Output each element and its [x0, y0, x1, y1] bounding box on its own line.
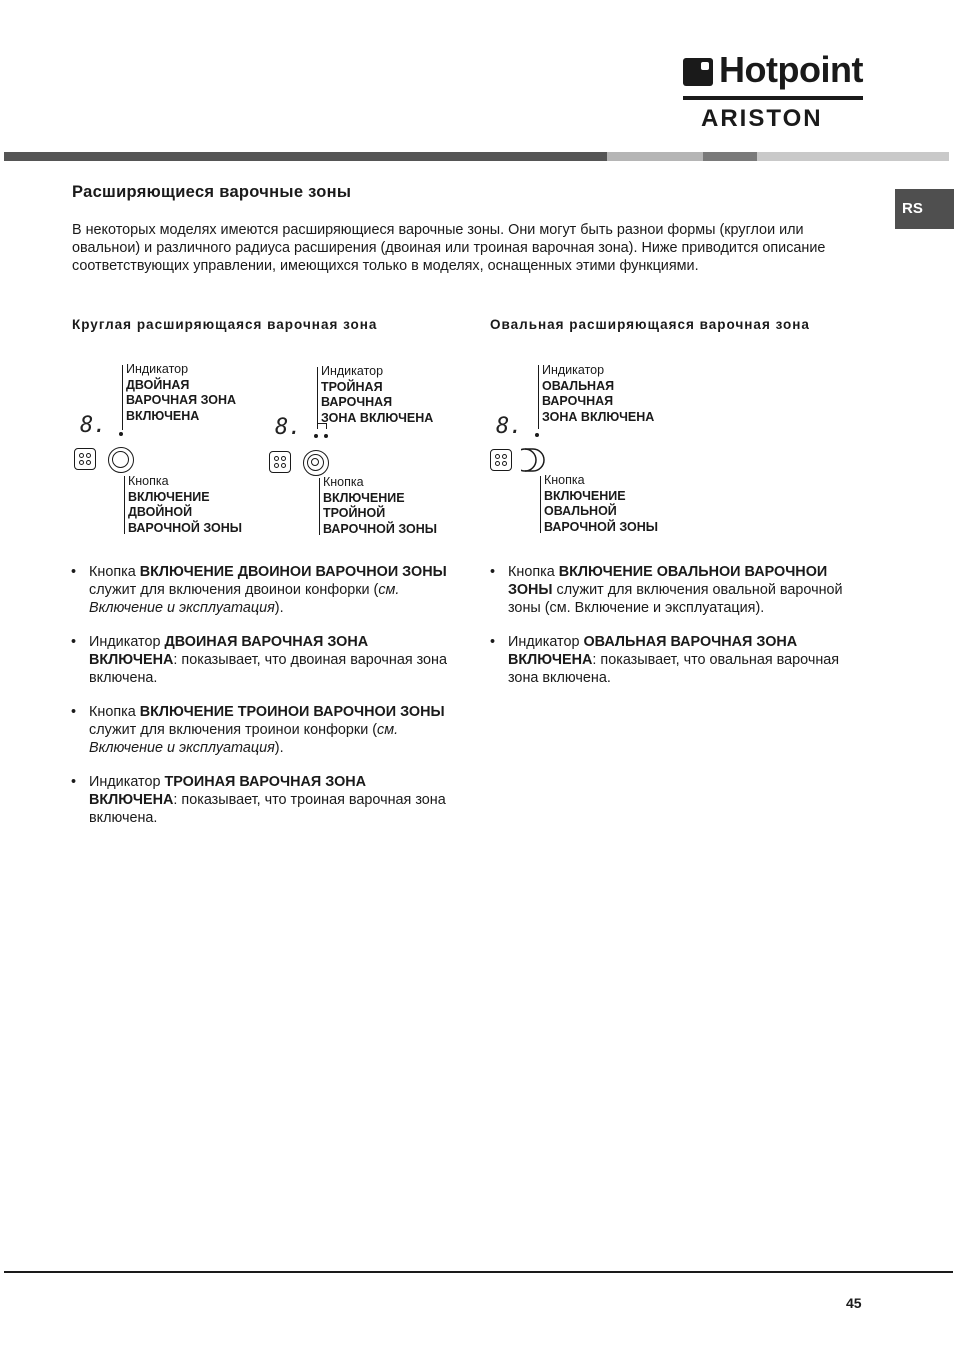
- double-zone-button-icon: [108, 447, 134, 473]
- page-title: Расширяющиеся варочные зоны: [72, 183, 352, 201]
- digit-display: 8.: [80, 413, 107, 438]
- indicator-leader-line: [122, 365, 123, 430]
- section-heading-round: Круглая расширяющаяся варочная зона: [72, 317, 378, 332]
- language-tab: RS: [895, 189, 954, 229]
- indicator-label: Индикатор ДВОЙНАЯ ВАРОЧНАЯ ЗОНА ВКЛЮЧЕНА: [126, 362, 237, 423]
- list-item: • Кнопка ВКЛЮЧЕНИЕ ТРОИНОИ ВАРОЧНОИ ЗОНЫ служит для включения троинои конфорки (см. Включение и эксплуатация).: [71, 703, 451, 757]
- brand-logo: [683, 49, 863, 132]
- indicator-led: [535, 433, 539, 437]
- logo-rule: [683, 96, 863, 100]
- header-bar: [4, 152, 949, 161]
- button-leader-line: [540, 476, 541, 533]
- oval-zone-button-icon: [521, 447, 553, 473]
- header-bar-segment: [4, 152, 607, 161]
- button-label: Кнопка ВКЛЮЧЕНИЕ ДВОЙНОЙ ВАРОЧНОЙ ЗОНЫ: [128, 474, 242, 535]
- list-item: • Индикатор ТРОИНАЯ ВАРОЧНАЯ ЗОНА ВКЛЮЧЕНА: показывает, что троиная варочная зона включена.: [71, 773, 451, 827]
- button-label: Кнопка ВКЛЮЧЕНИЕ ТРОЙНОЙ ВАРОЧНОЙ ЗОНЫ: [323, 475, 437, 536]
- triple-zone-button-icon: [303, 450, 329, 476]
- cooking-zone-selector-icon: [490, 449, 512, 471]
- logo-mark-icon: [683, 58, 713, 86]
- button-leader-line: [124, 476, 125, 534]
- indicator-leader-line: [538, 365, 539, 429]
- header-bar-segment: [703, 152, 757, 161]
- indicator-leader-line: [317, 367, 318, 429]
- button-leader-line: [319, 478, 320, 535]
- list-item: • Кнопка ВКЛЮЧЕНИЕ ДВОИНОИ ВАРОЧНОИ ЗОНЫ служит для включения двоинои конфорки (см. Включение и эксплуатация).: [71, 563, 451, 617]
- indicator-led: [119, 432, 123, 436]
- digit-display: 8.: [496, 414, 523, 439]
- indicator-label: Индикатор ТРОЙНАЯ ВАРОЧНАЯ ЗОНА ВКЛЮЧЕНА: [321, 364, 434, 425]
- intro-paragraph: В некоторых моделях имеются расширяющиеся варочные зоны. Они могут быть разнои формы (круглои или овальнои) и различного радиуса расширения (двоиная или троиная варочная зона). Ниже приводится описание соответствующих управлении, имеющихся только в моделях, оснащенных этими функциями.: [72, 222, 826, 274]
- list-item: • Индикатор ОВАЛЬНАЯ ВАРОЧНАЯ ЗОНА ВКЛЮЧЕНА: показывает, что овальная варочная зона включена.: [490, 633, 870, 687]
- digit-display: 8.: [275, 415, 302, 440]
- indicator-led: [324, 434, 328, 438]
- cooking-zone-selector-icon: [269, 451, 291, 473]
- indicator-label: Индикатор ОВАЛЬНАЯ ВАРОЧНАЯ ЗОНА ВКЛЮЧЕНА: [542, 363, 655, 424]
- indicator-led: [314, 434, 318, 438]
- page-number: 45: [846, 1295, 862, 1311]
- brand-name: Hotpoint: [719, 49, 863, 90]
- footer-rule: [4, 1271, 953, 1273]
- button-label: Кнопка ВКЛЮЧЕНИЕ ОВАЛЬНОЙ ВАРОЧНОЙ ЗОНЫ: [544, 473, 658, 534]
- list-item: • Кнопка ВКЛЮЧЕНИЕ ОВАЛЬНОИ ВАРОЧНОИ ЗОНЫ служит для включения овальной варочной зоны (см. Включение и эксплуатация).: [490, 563, 870, 617]
- bullets-round: [71, 563, 451, 843]
- header-bar-segment: [607, 152, 703, 161]
- header-bar-segment: [757, 152, 949, 161]
- cooking-zone-selector-icon: [74, 448, 96, 470]
- bullets-oval: [490, 563, 870, 703]
- sub-brand-name: ARISTON: [701, 105, 823, 132]
- section-heading-oval: Овальная расширяющаяся варочная зона: [490, 317, 810, 332]
- list-item: • Индикатор ДВОИНАЯ ВАРОЧНАЯ ЗОНА ВКЛЮЧЕНА: показывает, что двоиная варочная зона включена.: [71, 633, 451, 687]
